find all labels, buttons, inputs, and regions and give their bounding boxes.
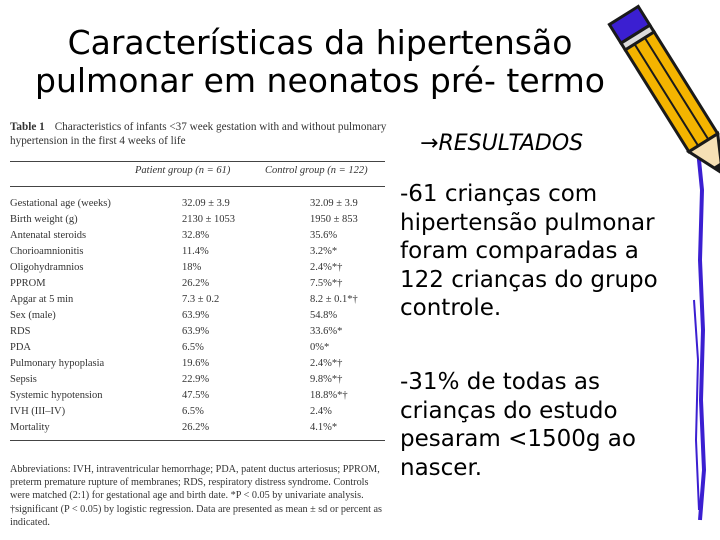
- row-control-value: 8.2 ± 0.1*†: [310, 294, 358, 305]
- row-control-value: 3.2%*: [310, 246, 338, 257]
- table-caption-text: Characteristics of infants <37 week gestation with and without pulmonary hypertension in the first 4 weeks of life: [10, 121, 387, 147]
- row-label: PPROM: [10, 278, 46, 289]
- row-patient-value: 6.5%: [182, 406, 204, 417]
- results-paragraph-2: -31% de todas as crianças do estudo pesaram <1500g ao nascer.: [400, 369, 636, 481]
- row-patient-value: 11.4%: [182, 246, 209, 257]
- table-footnote: Abbreviations: IVH, intraventricular hemorrhage; PDA, patent ductus arteriosus; PPROM, preterm premature rupture of membranes; RDS, respiratory distress syndrome. Controls were matched (2:1) for gestational age and birth date. *P < 0.05 by univariate analysis. †significant (P < 0.05) by logistic regression. Data are presented as mean ± sd or percent as indicated.: [10, 464, 382, 528]
- table-row: [10, 356, 385, 372]
- row-control-value: 33.6%*: [310, 326, 343, 337]
- row-label: IVH (III–IV): [10, 406, 66, 417]
- table-row: [10, 420, 385, 436]
- row-patient-value: 18%: [182, 262, 202, 273]
- row-label: Sepsis: [10, 374, 37, 385]
- row-label: Sex (male): [10, 310, 56, 321]
- row-control-value: 35.6%: [310, 230, 338, 241]
- row-label: Chorioamnionitis: [10, 246, 84, 257]
- table-label: Table 1: [10, 121, 45, 133]
- row-label: Oligohydramnios: [10, 262, 84, 273]
- col-header-patient: Patient group (n = 61): [135, 165, 231, 176]
- row-control-value: 2.4%*†: [310, 262, 343, 273]
- row-patient-value: 6.5%: [182, 342, 204, 353]
- table-row: [10, 404, 385, 420]
- row-label: Antenatal steroids: [10, 230, 87, 241]
- row-label: Birth weight (g): [10, 214, 78, 225]
- table-row: [10, 196, 385, 212]
- slide-title: [20, 24, 620, 100]
- table-rule-header: [10, 186, 385, 187]
- slide-title-line-2: pulmonar em neonatos pré- termo: [35, 61, 605, 100]
- row-label: Systemic hypotension: [10, 390, 103, 401]
- table-row: [10, 308, 385, 324]
- table-row: [10, 324, 385, 340]
- table-row: [10, 212, 385, 228]
- table-row: [10, 276, 385, 292]
- table-row: [10, 228, 385, 244]
- table-row: [10, 340, 385, 356]
- row-control-value: 1950 ± 853: [310, 214, 358, 225]
- row-patient-value: 26.2%: [182, 278, 210, 289]
- row-label: Pulmonary hypoplasia: [10, 358, 105, 369]
- table-caption: [10, 120, 390, 148]
- table-rows: [10, 196, 385, 436]
- table-rule-bottom: [10, 440, 385, 441]
- row-control-value: 32.09 ± 3.9: [310, 198, 358, 209]
- row-patient-value: 2130 ± 1053: [182, 214, 236, 225]
- row-control-value: 2.4%: [310, 406, 332, 417]
- table-row: [10, 244, 385, 260]
- row-patient-value: 47.5%: [182, 390, 210, 401]
- row-control-value: 9.8%*†: [310, 374, 343, 385]
- table-row: [10, 388, 385, 404]
- row-control-value: 54.8%: [310, 310, 338, 321]
- row-control-value: 2.4%*†: [310, 358, 343, 369]
- results-paragraph-1: -61 crianças com hipertensão pulmonar foram comparadas a 122 crianças do grupo controle.: [400, 181, 658, 321]
- col-header-control: Control group (n = 122): [265, 165, 368, 176]
- row-control-value: 0%*: [310, 342, 330, 353]
- slide-title-line-1: Características da hipertensão: [67, 23, 573, 62]
- row-patient-value: 32.8%: [182, 230, 210, 241]
- row-control-value: 7.5%*†: [310, 278, 343, 289]
- row-patient-value: 63.9%: [182, 326, 210, 337]
- study-table: [0, 116, 392, 540]
- row-patient-value: 26.2%: [182, 422, 210, 433]
- table-row: [10, 292, 385, 308]
- row-label: Apgar at 5 min: [10, 294, 74, 305]
- table-row: [10, 260, 385, 276]
- row-patient-value: 22.9%: [182, 374, 210, 385]
- table-row: [10, 372, 385, 388]
- row-patient-value: 63.9%: [182, 310, 210, 321]
- row-label: RDS: [10, 326, 31, 337]
- row-patient-value: 19.6%: [182, 358, 210, 369]
- arrow-right-icon: →: [420, 131, 439, 156]
- row-control-value: 4.1%*: [310, 422, 338, 433]
- row-label: PDA: [10, 342, 32, 353]
- row-control-value: 18.8%*†: [310, 390, 348, 401]
- row-label: Mortality: [10, 422, 50, 433]
- results-heading-text: RESULTADOS: [438, 131, 584, 156]
- results-heading: [420, 131, 583, 156]
- row-patient-value: 7.3 ± 0.2: [182, 294, 220, 305]
- row-label: Gestational age (weeks): [10, 198, 111, 209]
- row-patient-value: 32.09 ± 3.9: [182, 198, 230, 209]
- table-rule-top: [10, 161, 385, 162]
